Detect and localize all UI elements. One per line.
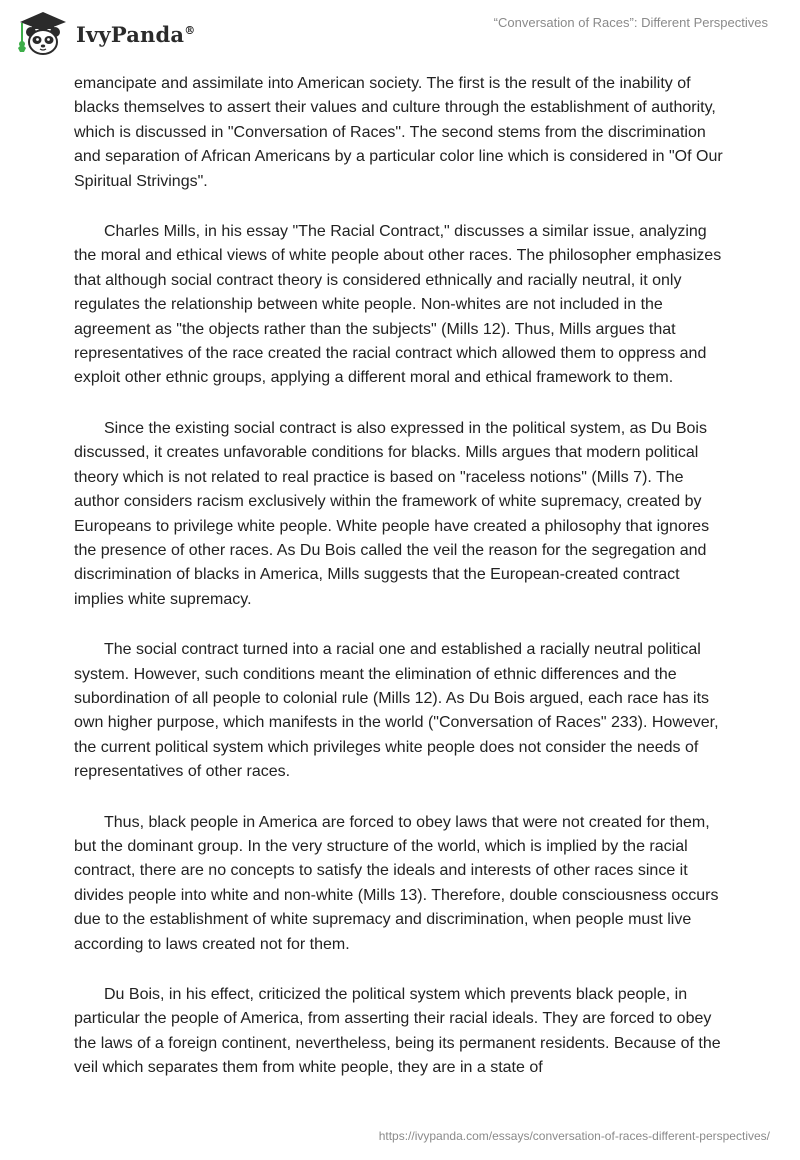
paragraph: Charles Mills, in his essay "The Racial Contract," discusses a similar issue, analyzing the moral and ethical views of white people about other races. The philosopher emphasizes that although social contract theory is considered ethnically and racially neutral, it only regulates the relationship between white people. Non-whites are not included in the agreement as "the objects rather than the subjects" (Mills 12). Thus, Mills argues that representatives of the race created the racial contract which allowed them to oppress and exploit other ethnic groups, applying a different moral and ethical framework to them. [74,223,722,387]
paragraph: emancipate and assimilate into American society. The first is the result of the inability of blacks themselves to assert their values and culture through the establishment of authority, which is discussed in "Conversation of Races". The second stems from the discrimination and separation of African Americans by a particular color line which is considered in "Of Our Spiritual Strivings". [74,75,723,190]
brand-logo[interactable] [14,8,195,58]
document-title: “Conversation of Races”: Different Perspectives [493,15,768,30]
brand-name: IvyPanda® [76,21,196,47]
paragraph: Thus, black people in America are forced to obey laws that were not created for them, but the dominant group. In the very structure of the world, which is implied by the racial contract, there are no concepts to satisfy the ideals and interests of other races since it divides people into white and non-white (Mills 13). Therefore, double consciousness occurs due to the establishment of white supremacy and discrimination, when people must live according to laws created not for them. [74,813,719,953]
paragraph: Du Bois, in his effect, criticized the political system which prevents black people, in particular the people of America, from asserting their racial ideals. They are forced to obey the laws of a foreign continent, nevertheless, being its permanent residents. Because of the veil which separates them from white people, they are in a state of [74,986,721,1077]
registered-mark: ® [184,23,196,37]
page-header [0,0,800,70]
essay-body [74,72,730,1107]
paragraph: The social contract turned into a racial one and established a racially neutral political system. However, such conditions meant the elimination of ethnic differences and the subordination of all people to colonial rule (Mills 12). As Du Bois argued, each race has its own higher purpose, which manifests in the world ("Conversation of Races" 233). However, the current political system which privileges white people does not consider the needs of representatives of other races. [74,641,719,781]
paragraph: Since the existing social contract is also expressed in the political system, as Du Bois discussed, it creates unfavorable conditions for blacks. Mills argues that modern political theory which is not related to real practice is based on "raceless notions" (Mills 7). The author considers racism exclusively within the framework of white supremacy, created by Europeans to privilege white people. White people have created a philosophy that ignores the presence of other races. As Du Bois called the veil the reason for the segregation and discrimination of blacks in America, Mills suggests that the European-created contract implies white supremacy. [74,419,710,608]
source-url-link[interactable]: https://ivypanda.com/essays/conversation-of-races-different-perspectives/ [378,1129,770,1143]
panda-graduate-icon [14,8,72,58]
